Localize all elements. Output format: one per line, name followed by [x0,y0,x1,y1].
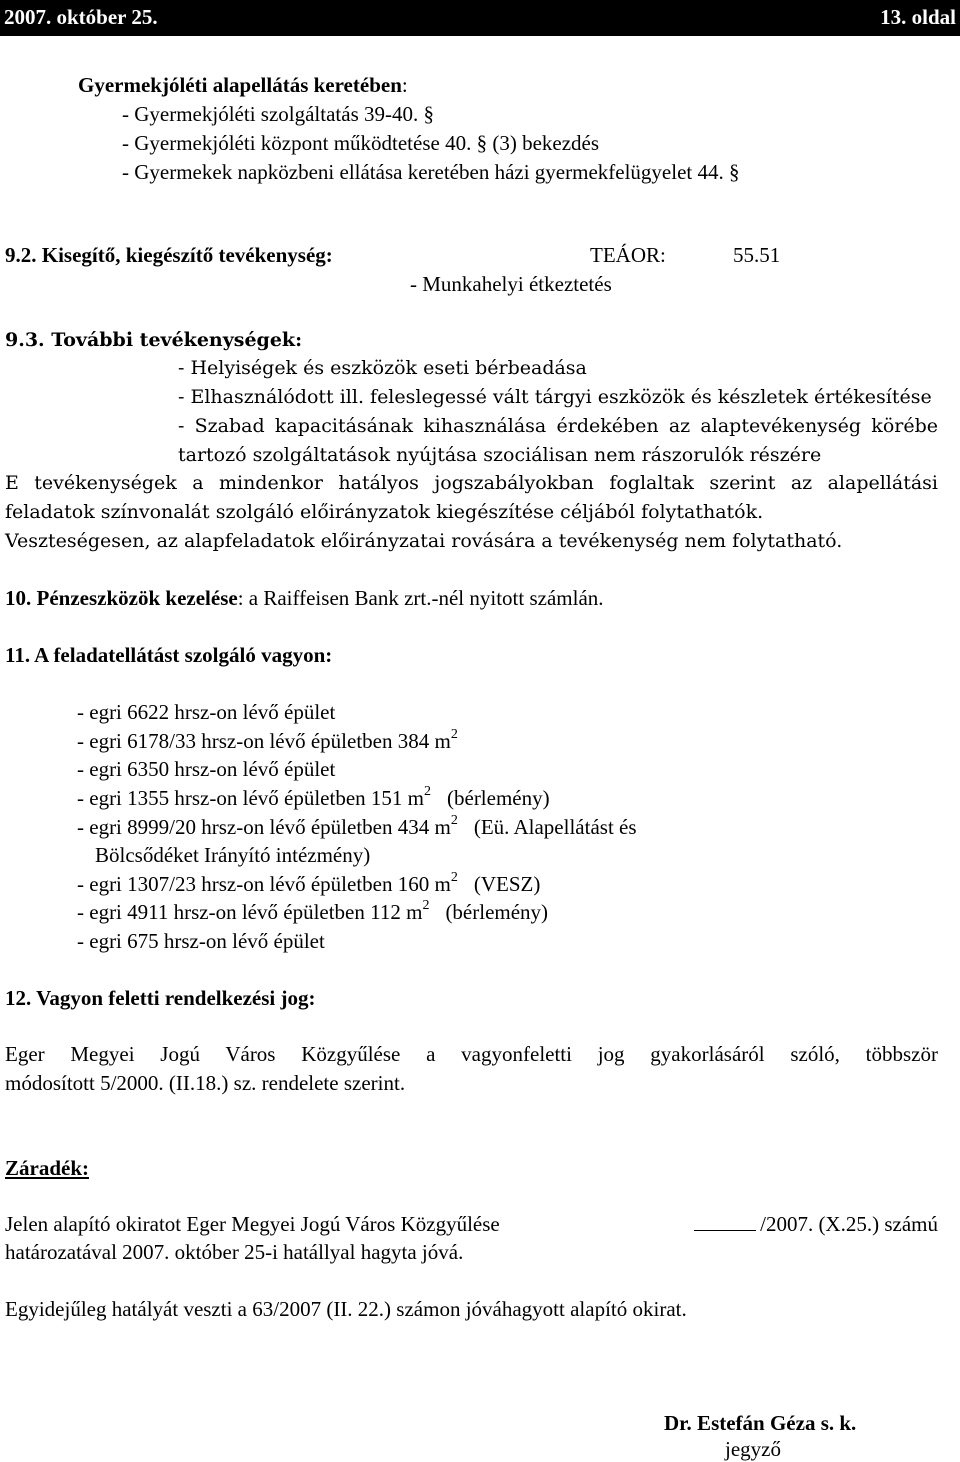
property-item [77,900,548,925]
gyermekjoleti-colon: : [401,73,408,97]
superscript-2: 2 [424,784,431,799]
property-item: - egri 6622 hrsz-on lévő épület [77,700,336,724]
section-10-line [5,586,604,611]
signature-title: jegyző [725,1437,781,1461]
gyermekjoleti-item: - Gyermekek napközbeni ellátása keretében házi gyermekfelügyelet 44. § [122,160,740,184]
property-item [77,786,550,811]
header-date: 2007. október 25. [4,5,158,29]
property-note: (VESZ) [473,872,541,896]
property-text: - egri 6178/33 hrsz-on lévő épületben 384 m [77,729,451,753]
gyermekjoleti-item: - Gyermekjóléti központ működtetése 40. § (3) bekezdés [122,131,600,155]
signature-name: Dr. Estefán Géza s. k. [664,1411,857,1435]
property-text: - egri 1355 hrsz-on lévő épületben 151 m [77,786,424,810]
paragraph-line: feladatok színvonalát szolgáló előirányzatok kiegészítése céljából folytathatók. [5,501,764,523]
section-9-3-heading: 9.3. További tevékenységek: [5,329,303,351]
gyermekjoleti-heading-line [78,73,408,98]
header-page-number: 13. oldal [880,5,956,29]
property-text: - egri 1307/23 hrsz-on lévő épületben 160 m [77,872,451,896]
property-item: - egri 675 hrsz-on lévő épület [77,929,325,953]
section-12-heading: 12. Vagyon feletti rendelkezési jog: [5,986,316,1010]
property-item: - egri 6350 hrsz-on lévő épület [77,757,336,781]
section-11-heading: 11. A feladatellátást szolgáló vagyon: [5,643,333,667]
property-item [77,872,540,897]
section-12-text-line: módosított 5/2000. (II.18.) sz. rendelete szerint. [5,1071,406,1095]
page-header-bar [0,0,960,36]
property-note: (bérlemény) [445,900,549,924]
section-9-3-item-continuation: tartozó szolgáltatások nyújtása szociálisan nem rászorulók részére [178,444,822,466]
zaradek-line-3: Egyidejűleg hatályát veszti a 63/2007 (II. 22.) számon jóváhagyott alapító okirat. [5,1297,687,1321]
section-9-3-item: - Szabad kapacitásának kihasználása érdekében az alaptevékenység körébe [178,415,938,437]
zaradek-text-after: /2007. (X.25.) számú [760,1212,938,1236]
superscript-2: 2 [450,870,458,885]
superscript-2: 2 [450,727,458,742]
property-item [77,729,458,754]
section-10-text: : a Raiffeisen Bank zrt.-nél nyitott számlán. [237,586,604,610]
gyermekjoleti-heading: Gyermekjóléti alapellátás keretében [78,73,402,97]
superscript-2: 2 [422,898,430,913]
section-9-3-item: - Elhasználódott ill. feleslegessé vált tárgyi eszközök és készletek értékesítése [178,386,932,408]
zaradek-line-2: határozatával 2007. október 25-i hatállyal hagyta jóvá. [5,1240,464,1264]
paragraph-line: E tevékenységek a mindenkor hatályos jogszabályokban foglaltak szerint az alapellátási [5,472,938,494]
zaradek-text-after-wrap [692,1212,938,1237]
section-9-3-item: - Helyiségek és eszközök eseti bérbeadása [178,357,587,379]
paragraph-line: Veszteségesen, az alapfeladatok előirányzatai rovására a tevékenység nem folytatható. [5,530,843,552]
property-item [77,815,637,840]
superscript-2: 2 [450,813,458,828]
section-9-2-item: - Munkahelyi étkeztetés [410,272,612,296]
property-text: - egri 4911 hrsz-on lévő épületben 112 m [77,900,423,924]
zaradek-heading: Záradék: [5,1156,89,1180]
zaradek-line-1 [5,1212,938,1237]
section-12-text-line: Eger Megyei Jogú Város Közgyűlése a vagyonfeletti jog gyakorlásáról szóló, többször [5,1042,938,1066]
property-text: - egri 8999/20 hrsz-on lévő épületben 434 m [77,815,451,839]
section-9-2-heading: 9.2. Kisegítő, kiegészítő tevékenység: [5,243,333,267]
section-10-heading: 10. Pénzeszközök kezelése [5,586,238,610]
property-item-continuation: Bölcsődéket Irányító intézmény) [95,843,371,867]
teaor-code: 55.51 [733,243,781,267]
property-note: (bérlemény) [447,786,550,810]
gyermekjoleti-item: - Gyermekjóléti szolgáltatás 39-40. § [122,102,434,126]
resolution-number-blank [694,1212,756,1231]
zaradek-text-before: Jelen alapító okiratot Eger Megyei Jogú Város Közgyűlése [5,1212,500,1236]
teaor-label: TEÁOR: [590,243,666,267]
property-note: (Eü. Alapellátást és [473,815,637,839]
